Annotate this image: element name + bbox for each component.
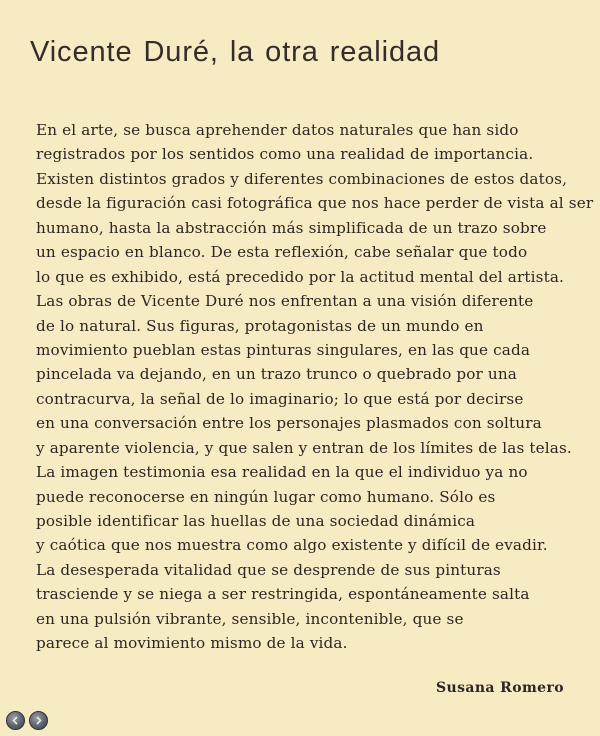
body-line: La desesperada vitalidad que se desprende de sus pinturas: [36, 560, 501, 579]
body-line: de lo natural. Sus figuras, protagonistas de un mundo en: [36, 316, 484, 335]
body-line: registrados por los sentidos como una realidad de importancia.: [36, 145, 534, 164]
body-line: un espacio en blanco. De esta reflexión, cabe señalar que todo: [36, 243, 528, 262]
body-line: desde la figuración casi fotográfica que nos hace perder de vista al ser: [36, 194, 594, 213]
body-line: y aparente violencia, y que salen y entran de los límites de las telas.: [36, 438, 572, 457]
body-line: y caótica que nos muestra como algo existente y difícil de evadir.: [36, 536, 548, 555]
body-line: en una pulsión vibrante, sensible, incontenible, que se: [36, 609, 464, 628]
body-line: posible identificar las huellas de una sociedad dinámica: [36, 512, 476, 530]
page-title: Vicente Duré, la otra realidad: [30, 36, 441, 68]
prev-page-icon[interactable]: [6, 711, 25, 730]
next-page-icon[interactable]: [29, 711, 48, 730]
body-line: pincelada va dejando, en un trazo trunco o quebrado por una: [36, 365, 518, 384]
body-line: puede reconocerse en ningún lugar como humano. Sólo es: [36, 487, 496, 506]
arrow-right-icon: [33, 715, 44, 726]
body-line: en una conversación entre los personajes plasmados con soltura: [36, 414, 542, 433]
arrow-left-icon: [10, 715, 21, 726]
body-line: trasciende y se niega a ser restringida, espontáneamente salta: [36, 585, 530, 604]
body-line: La imagen testimonia esa realidad en la que el individuo ya no: [36, 463, 528, 482]
body-line: parece al movimiento mismo de la vida.: [36, 634, 348, 653]
author-signature: Susana Romero: [436, 680, 564, 696]
body-line: contracurva, la señal de lo imaginario; lo que está por decirse: [36, 389, 524, 408]
body-line: Las obras de Vicente Duré nos enfrentan a una visión diferente: [36, 292, 534, 311]
body-line: movimiento pueblan estas pinturas singulares, en las que cada: [36, 340, 531, 359]
body-line: Existen distintos grados y diferentes combinaciones de estos datos,: [36, 169, 568, 188]
body-line: humano, hasta la abstracción más simplificada de un trazo sobre: [36, 218, 547, 237]
body-line: En el arte, se busca aprehender datos naturales que han sido: [36, 121, 519, 139]
body-line: lo que es exhibido, está precedido por la actitud mental del artista.: [36, 267, 565, 286]
essay-body: [36, 118, 594, 656]
